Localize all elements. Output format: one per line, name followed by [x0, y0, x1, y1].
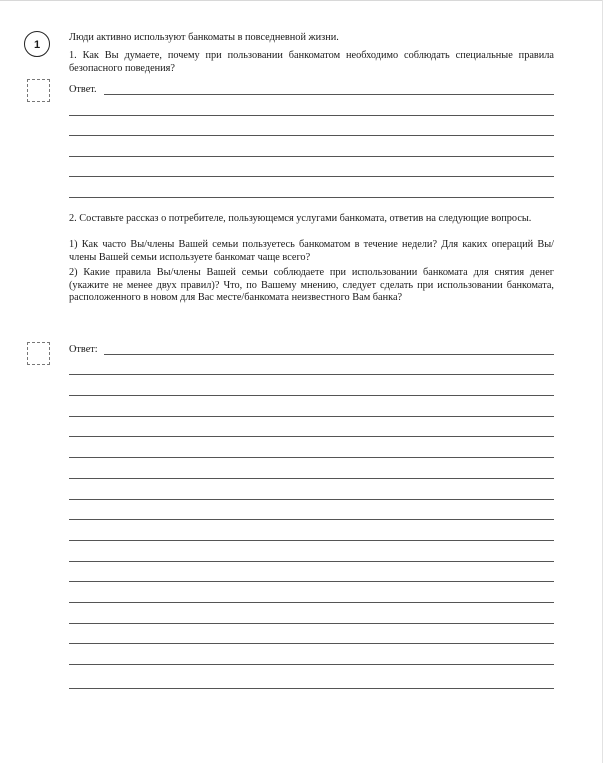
- answer-line-q2[interactable]: [69, 436, 554, 437]
- answer-line-q1[interactable]: [69, 156, 554, 157]
- answer-line-q1[interactable]: [69, 176, 554, 177]
- answer-line-q2[interactable]: [69, 519, 554, 520]
- score-box-q1[interactable]: [27, 79, 50, 102]
- answer-line-q2[interactable]: [69, 561, 554, 562]
- answer-line-q2[interactable]: [69, 499, 554, 500]
- answer-label-q1: Ответ.: [69, 84, 97, 95]
- question-2-sub2: 2) Какие правила Вы/члены Вашей семьи соблюдаете при использовании банкомата для снятия денег (укажите не менее двух правил)? Что, по Вашему мнению, следует сделать при использовании банкомата, расположенного в новом для Вас месте/банкомата неизвестного Вам банка?: [69, 267, 554, 303]
- answer-line-q2[interactable]: [69, 623, 554, 624]
- answer-line-q2[interactable]: [69, 643, 554, 644]
- answer-line-q1[interactable]: [104, 94, 554, 95]
- answer-line-q2[interactable]: [69, 664, 554, 665]
- answer-line-q2[interactable]: [69, 581, 554, 582]
- page-top-border: [0, 0, 603, 1]
- answer-line-q2[interactable]: [69, 374, 554, 375]
- answer-line-q2[interactable]: [69, 540, 554, 541]
- answer-label-q2: Ответ:: [69, 344, 98, 355]
- question-2-text: 2. Составьте рассказ о потребителе, пользующемся услугами банкомата, ответив на следующие вопросы.: [69, 213, 532, 224]
- answer-line-q1[interactable]: [69, 135, 554, 136]
- answer-line-q2[interactable]: [104, 354, 554, 355]
- answer-line-q2[interactable]: [69, 688, 554, 689]
- task-number-circle: 1: [24, 31, 50, 57]
- score-box-q2[interactable]: [27, 342, 50, 365]
- answer-line-q2[interactable]: [69, 395, 554, 396]
- answer-line-q1[interactable]: [69, 115, 554, 116]
- answer-line-q2[interactable]: [69, 457, 554, 458]
- answer-line-q1[interactable]: [69, 197, 554, 198]
- answer-line-q2[interactable]: [69, 416, 554, 417]
- question-1-text: 1. Как Вы думаете, почему при пользовании банкоматом необходимо соблюдать специальные правила безопасного поведения?: [69, 50, 554, 74]
- question-2-sub1: 1) Как часто Вы/члены Вашей семьи пользуетесь банкоматом в течение недели? Для каких операций Вы/члены Вашей семьи используете банкомат чаще всего?: [69, 239, 554, 263]
- task-intro: Люди активно используют банкоматы в повседневной жизни.: [69, 32, 339, 43]
- answer-line-q2[interactable]: [69, 478, 554, 479]
- answer-line-q2[interactable]: [69, 602, 554, 603]
